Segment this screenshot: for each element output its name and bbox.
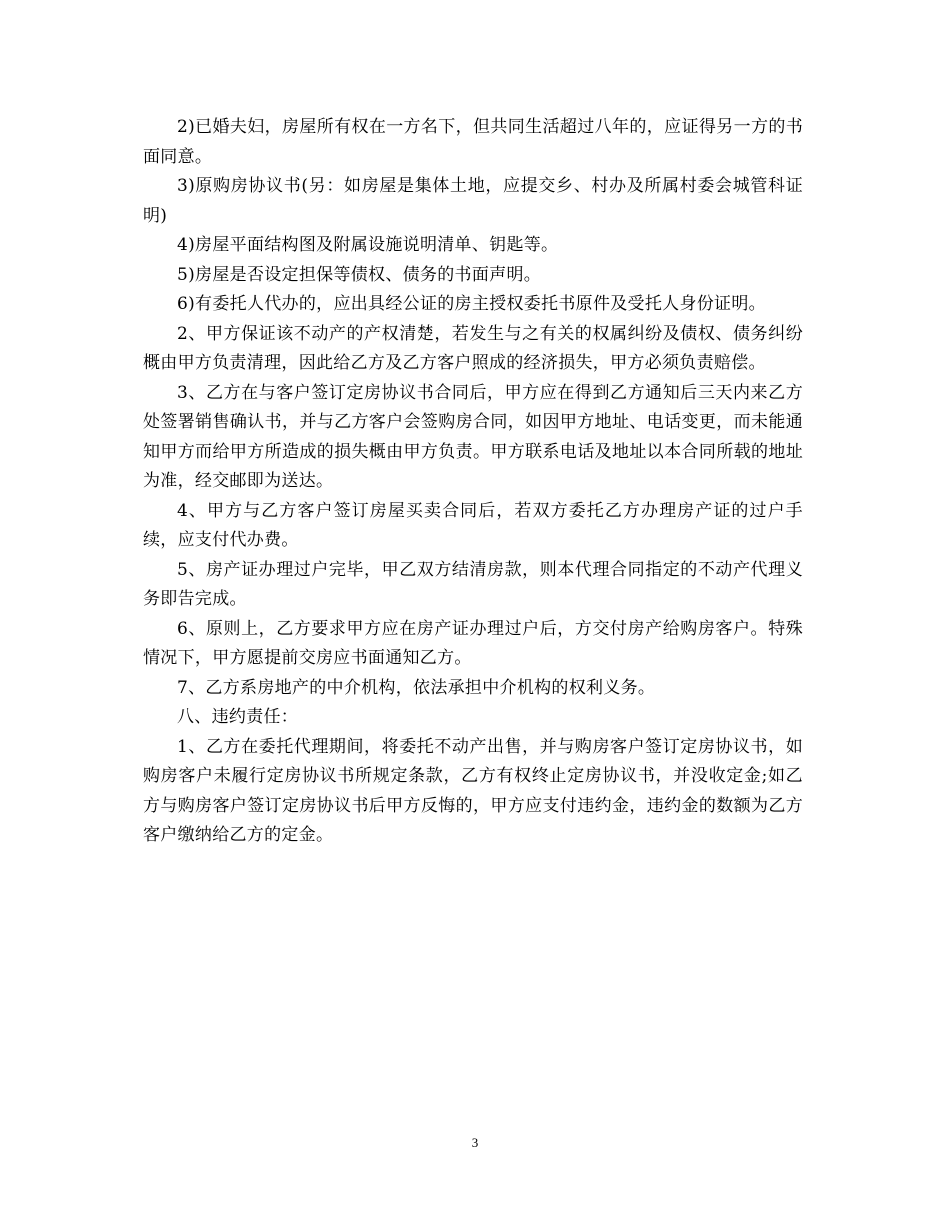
- paragraph-clause-2: 2、甲方保证该不动产的产权清楚，若发生与之有关的权属纠纷及债权、债务纠纷概由甲方负责清理，因此给乙方及乙方客户照成的经济损失，甲方必须负责赔偿。: [143, 323, 803, 373]
- paragraph-power-of-attorney: 6)有委托人代办的，应出具经公证的房主授权委托书原件及受托人身份证明。: [177, 294, 766, 314]
- section-heading-breach: 八、违约责任：: [177, 707, 299, 727]
- document-body: [143, 113, 803, 851]
- paragraph-floor-plan: 4)房屋平面结构图及附属设施说明清单、钥匙等。: [177, 235, 559, 255]
- paragraph-ownership-consent: 2)已婚夫妇，房屋所有权在一方名下，但共同生活超过八年的，应证得另一方的书面同意。: [143, 117, 803, 167]
- paragraph-guarantee-statement: 5)房屋是否设定担保等债权、债务的书面声明。: [177, 264, 542, 285]
- page-number: 3: [471, 1135, 479, 1150]
- paragraph-breach-clause-1: 1、乙方在委托代理期间，将委托不动产出售，并与购房客户签订定房协议书，如购房客户未履行定房协议书所规定条款，乙方有权终止定房协议书，并没收定金;如乙方与购房客户签订定房协议书后甲方反悔的，甲方应支付违约金，违约金的数额为乙方客户缴纳给乙方的定金。: [143, 736, 803, 845]
- paragraph-clause-4: 4、甲方与乙方客户签订房屋买卖合同后，若双方委托乙方办理房产证的过户手续，应支付代办费。: [143, 500, 803, 550]
- paragraph-clause-5: 5、房产证办理过户完毕，甲乙双方结清房款，则本代理合同指定的不动产代理义务即告完成。: [143, 559, 803, 609]
- paragraph-clause-6: 6、原则上，乙方要求甲方应在房产证办理过户后，方交付房产给购房客户。特殊情况下，甲方愿提前交房应书面通知乙方。: [143, 618, 803, 668]
- paragraph-clause-3: 3、乙方在与客户签订定房协议书合同后，甲方应在得到乙方通知后三天内来乙方处签署销售确认书，并与乙方客户会签购房合同，如因甲方地址、电话变更，而未能通知甲方而给甲方所造成的损失概由甲方负责。甲方联系电话及地址以本合同所载的地址为准，经交邮即为送达。: [143, 382, 803, 491]
- paragraph-purchase-agreement: 3)原购房协议书(另：如房屋是集体土地，应提交乡、村办及所属村委会城管科证明): [143, 176, 803, 226]
- paragraph-clause-7: 7、乙方系房地产的中介机构，依法承担中介机构的权利义务。: [177, 677, 656, 698]
